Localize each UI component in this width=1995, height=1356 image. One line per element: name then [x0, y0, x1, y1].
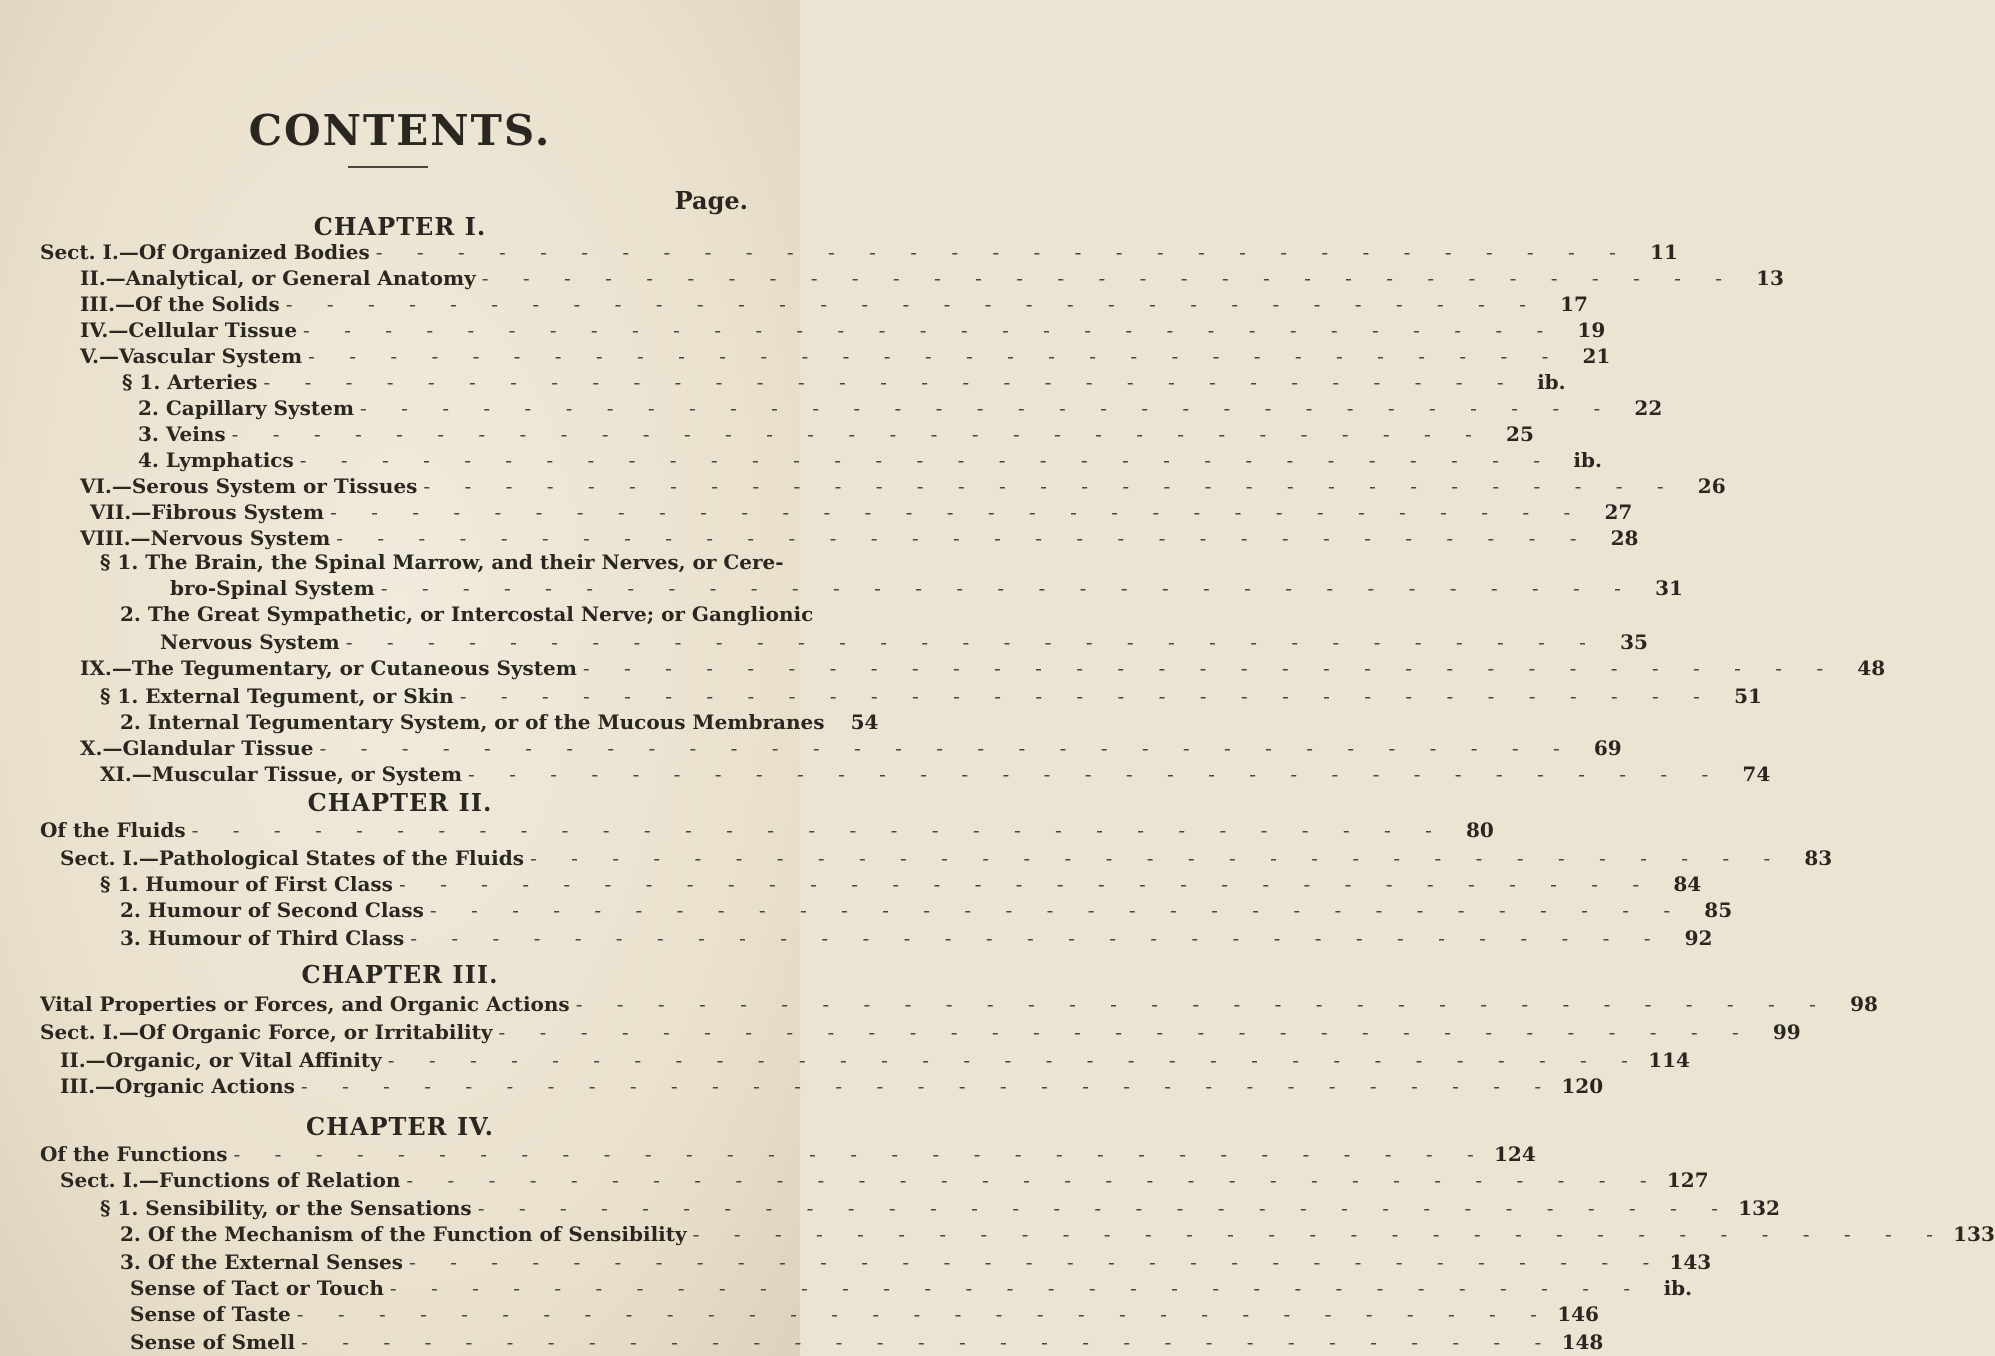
toc-entry: [40, 818, 1494, 844]
toc-entry-page-number: 26: [1697, 474, 1726, 498]
chapter-heading: CHAPTER I.: [313, 212, 487, 241]
toc-entry: [130, 1330, 1604, 1356]
toc-entry: [100, 684, 1762, 710]
dot-leader: - - - - - - - - - - - - - - - - - - - - - - - - - - - - - - -: [336, 526, 1591, 550]
toc-entry-page-number: 51: [1734, 684, 1762, 708]
toc-entry-page-number: ib.: [1537, 370, 1566, 394]
toc-entry-page-number: 22: [1634, 396, 1663, 420]
dot-leader: - - - - - - - - - - - - - - - - - - - - - - - - - - - - - - -: [423, 474, 1678, 498]
toc-entry: [80, 266, 1784, 292]
dot-leader: - - - - - - - - - - - - - - - - - - - - - - - - - - - - - - -: [429, 898, 1685, 922]
dot-leader: - - - - - - - - - - - - - - - - - - - - - - - - - - - - - - -: [380, 576, 1635, 600]
dot-leader: - - - - - - - - - - - - - - - - - - - - - - - - - - - - - - -: [263, 370, 1518, 394]
toc-entry-page-number: 21: [1582, 344, 1611, 368]
dot-leader: - - - - - - - - - - - - - - - - - - - - - - - - - - - - - - -: [408, 1250, 1664, 1274]
toc-entry: [120, 898, 1733, 924]
toc-entry: [120, 602, 814, 628]
toc-entry-label: bro-Spinal System: [170, 576, 375, 600]
toc-entry-page-number: 25: [1506, 422, 1534, 446]
toc-entry: [80, 318, 1606, 344]
toc-entry-page-number: 124: [1494, 1142, 1536, 1166]
toc-entry-page-number: 19: [1577, 318, 1606, 342]
toc-entry-page-number: 69: [1593, 736, 1622, 760]
dot-leader: - - - - - - - - - - - - - - - - - - - - - - - - - - - - - - -: [692, 1222, 1947, 1246]
toc-entry-label: 4. Lymphatics: [138, 448, 294, 472]
toc-entry-page-number: 98: [1850, 992, 1878, 1016]
dot-leader: - - - - - - - - - - - - - - - - - - - - - - - - - - - - - - -: [468, 762, 1723, 786]
toc-entry-label: VII.—Fibrous System: [90, 500, 325, 524]
toc-entry-page-number: 31: [1655, 576, 1683, 600]
toc-entry-label: Sect. I.—Pathological States of the Fluids: [60, 846, 525, 870]
toc-entry-label: 3. Veins: [138, 422, 226, 446]
toc-entry-page-number: 132: [1738, 1196, 1780, 1220]
toc-entry-label: Of the Functions: [40, 1142, 228, 1166]
toc-entry-label: Sense of Taste: [130, 1302, 291, 1326]
toc-entry-page-number: 83: [1804, 846, 1833, 870]
toc-entry-label: II.—Analytical, or General Anatomy: [80, 266, 476, 290]
toc-entry: [170, 576, 1683, 602]
toc-entry-label: Sect. I.—Functions of Relation: [60, 1168, 401, 1192]
dot-leader: - - - - - - - - - - - - - - - - - - - - - - - - - - - - - - -: [582, 656, 1838, 680]
toc-entry-label: II.—Organic, or Vital Affinity: [60, 1048, 382, 1072]
toc-entry: [120, 1250, 1712, 1276]
toc-entry: [120, 926, 1713, 952]
toc-entry-label: Sect. I.—Of Organized Bodies: [40, 240, 370, 264]
dot-leader: - - - - - - - - - - - - - - - - - - - - - - - - - - - - - - -: [233, 1142, 1488, 1166]
toc-entry: [138, 448, 1602, 474]
dot-leader: - - - - - - - - - - - - - - - - - - - - - - - - - - - - - - -: [301, 1330, 1556, 1354]
toc-entry-label: § 1. Sensibility, or the Sensations: [100, 1196, 472, 1220]
toc-entry-label: XI.—Muscular Tissue, or System: [100, 762, 463, 786]
toc-entry: [160, 630, 1648, 656]
toc-entry-label: V.—Vascular System: [80, 344, 303, 368]
toc-entry: [100, 550, 784, 576]
toc-entry: [80, 292, 1588, 318]
page-column-heading: Page.: [674, 186, 748, 215]
toc-entry-page-number: 92: [1684, 926, 1713, 950]
toc-entry-label: § 1. Humour of First Class: [100, 872, 393, 896]
toc-entry-label: 2. Of the Mechanism of the Function of Sensibility: [120, 1222, 687, 1246]
dot-leader: - - - - - - - - - - - - - - - - - - - - - - - - - - - - - - -: [296, 1302, 1551, 1326]
toc-entry-label: 2. The Great Sympathetic, or Intercostal Nerve; or Ganglionic: [120, 602, 814, 626]
dot-leader: - - - - - - - - - - - - - - - - - - - - - - - - - - - - - - -: [459, 684, 1714, 708]
toc-entry-page-number: 143: [1669, 1250, 1712, 1274]
toc-entry-label: IV.—Cellular Tissue: [80, 318, 298, 342]
dot-leader: - - - - - - - - - - - - - - - - - - - - - - - - - - - - - - -: [406, 1168, 1661, 1192]
title-rule: [348, 166, 428, 168]
toc-entry-page-number: 85: [1704, 898, 1733, 922]
toc-entry-page-number: 148: [1561, 1330, 1604, 1354]
toc-entry-label: § 1. Arteries: [122, 370, 258, 394]
toc-entry-label: Sect. I.—Of Organic Force, or Irritability: [40, 1020, 493, 1044]
toc-entry-page-number: 17: [1560, 292, 1588, 316]
toc-entry-label: Of the Fluids: [40, 818, 186, 842]
dot-leader: - - - - - - - - - - - - - - - - - - - - - - - - - - - - - - -: [498, 1020, 1753, 1044]
toc-entry-page-number: 114: [1648, 1048, 1690, 1072]
dot-leader: - - - - - - - - - - - - - - - - - - - - - - - - - - - - - - -: [319, 736, 1574, 760]
dot-leader: - - - - - - - - - - - - - - - - - - - - - - - - - - - - - - -: [477, 1196, 1732, 1220]
toc-entry-page-number: 127: [1666, 1168, 1709, 1192]
dot-leader: - - - - - - - - - - - - - - - - - - - - - - - - - - - - - - -: [530, 846, 1785, 870]
toc-entry: [80, 736, 1622, 762]
dot-leader: - - - - - - - - - - - - - - - - - - - - - - - - - - - - - - -: [191, 818, 1446, 842]
toc-entry: [120, 710, 879, 736]
toc-entry-label: 2. Internal Tegumentary System, or of the Mucous Membranes: [120, 710, 825, 734]
dot-leader: - - - - - - - - - - - - - - - - - - - - - - - - - - - - - - -: [387, 1048, 1642, 1072]
dot-leader: - - - - - - - - - - - - - - - - - - - - - - - - - - - - - - -: [231, 422, 1486, 446]
dot-leader: - - - - - - - - - - - - - - - - - - - - - - - - - - - - - - -: [360, 396, 1615, 420]
toc-entry: [80, 526, 1639, 552]
toc-entry: [100, 762, 1771, 788]
toc-entry: [60, 846, 1833, 872]
dot-leader: - - - - - - - - - - - - - - - - - - - - - - - - - - - - - - -: [285, 292, 1540, 316]
toc-entry-page-number: ib.: [1663, 1276, 1693, 1300]
chapter-heading: CHAPTER IV.: [306, 1112, 494, 1141]
toc-entry-label: VIII.—Nervous System: [80, 526, 331, 550]
toc-entry: [130, 1302, 1599, 1328]
toc-entry: [80, 656, 1886, 682]
toc-entry-page-number: 74: [1742, 762, 1771, 786]
toc-entry-page-number: 48: [1857, 656, 1886, 680]
toc-entry: [40, 992, 1878, 1018]
toc-entry-page-number: 11: [1650, 240, 1678, 264]
toc-entry-label: Sense of Smell: [130, 1330, 296, 1354]
toc-entry-label: § 1. The Brain, the Spinal Marrow, and their Nerves, or Cere-: [100, 550, 784, 574]
toc-entry: [122, 370, 1566, 396]
toc-entry: [90, 500, 1633, 526]
toc-entry-label: Vital Properties or Forces, and Organic Actions: [40, 992, 570, 1016]
toc-entry: [40, 240, 1678, 266]
toc-entry: [60, 1168, 1709, 1194]
toc-entry-label: X.—Glandular Tissue: [80, 736, 314, 760]
toc-entry-label: III.—Organic Actions: [60, 1074, 295, 1098]
toc-entry-label: IX.—The Tegumentary, or Cutaneous System: [80, 656, 577, 680]
toc-entry-page-number: 28: [1610, 526, 1639, 550]
toc-entry-label: 2. Humour of Second Class: [120, 898, 424, 922]
toc-entry-label: 3. Humour of Third Class: [120, 926, 405, 950]
toc-entry-page-number: 35: [1620, 630, 1648, 654]
toc-entry-page-number: 120: [1561, 1074, 1604, 1098]
dot-leader: - - - - - - - - - - - - - - - - - - - - - - - - - - - - - - -: [389, 1276, 1645, 1300]
toc-entry-page-number: 27: [1604, 500, 1633, 524]
dot-leader: - - - - - - - - - - - - - - - - - - - - - - - - - - - - - - -: [481, 266, 1736, 290]
toc-entry-page-number: 133: [1953, 1222, 1995, 1246]
toc-entry: [100, 872, 1702, 898]
toc-entry-page-number: 84: [1673, 872, 1702, 896]
chapter-heading: CHAPTER II.: [307, 788, 493, 817]
toc-entry-page-number: 146: [1557, 1302, 1599, 1326]
toc-entry: [138, 396, 1663, 422]
toc-entry: [100, 1196, 1780, 1222]
dot-leader: - - - - - - - - - - - - - - - - - - - - - - - - - - - - - - -: [299, 448, 1554, 472]
toc-entry-label: Nervous System: [160, 630, 340, 654]
toc-entry-page-number: 99: [1772, 1020, 1801, 1044]
dot-leader: - - - - - - - - - - - - - - - - - - - - - - - - - - - - - - -: [300, 1074, 1556, 1098]
dot-leader: - - - - - - - - - - - - - - - - - - - - - - - - - - - - - - -: [345, 630, 1600, 654]
dot-leader: - - - - - - - - - - - - - - - - - - - - - - - - - - - - - - -: [398, 872, 1654, 896]
toc-entry: [40, 1020, 1801, 1046]
dot-leader: - - - - - - - - - - - - - - - - - - - - - - - - - - - - - - -: [308, 344, 1563, 368]
toc-entry-label: 3. Of the External Senses: [120, 1250, 403, 1274]
toc-entry-label: § 1. External Tegument, or Skin: [100, 684, 454, 708]
toc-entry-page-number: 54: [850, 710, 879, 734]
toc-entry-page-number: 13: [1756, 266, 1784, 290]
dot-leader: - - - - - - - - - - - - - - - - - - - - - - - - - - - - - - -: [375, 240, 1630, 264]
chapter-heading: CHAPTER III.: [301, 960, 499, 989]
toc-entry-label: VI.—Serous System or Tissues: [80, 474, 418, 498]
toc-entry: [60, 1074, 1604, 1100]
toc-entry: [60, 1048, 1690, 1074]
toc-entry-label: III.—Of the Solids: [80, 292, 280, 316]
dot-leader: - - - - - - - - - - - - - - - - - - - - - - - - - - - - - - -: [303, 318, 1558, 342]
toc-entry-page-number: ib.: [1573, 448, 1602, 472]
toc-entry: [120, 1222, 1995, 1248]
dot-leader: - - - - - - - - - - - - - - - - - - - - - - - - - - - - - - -: [410, 926, 1665, 950]
toc-entry-page-number: 80: [1466, 818, 1494, 842]
toc-entry: [130, 1276, 1693, 1302]
page-title: CONTENTS.: [248, 106, 552, 155]
dot-leader: - - - - - - - - - - - - - - - - - - - - - - - - - - - - - - -: [330, 500, 1585, 524]
dot-leader: - - - - - - - - - - - - - - - - - - - - - - - - - - - - - - -: [575, 992, 1830, 1016]
toc-entry-label: 2. Capillary System: [138, 396, 355, 420]
toc-entry: [138, 422, 1534, 448]
toc-entry: [40, 1142, 1536, 1168]
toc-entry: [80, 474, 1726, 500]
toc-entry: [80, 344, 1611, 370]
toc-entry-label: Sense of Tact or Touch: [130, 1276, 384, 1300]
